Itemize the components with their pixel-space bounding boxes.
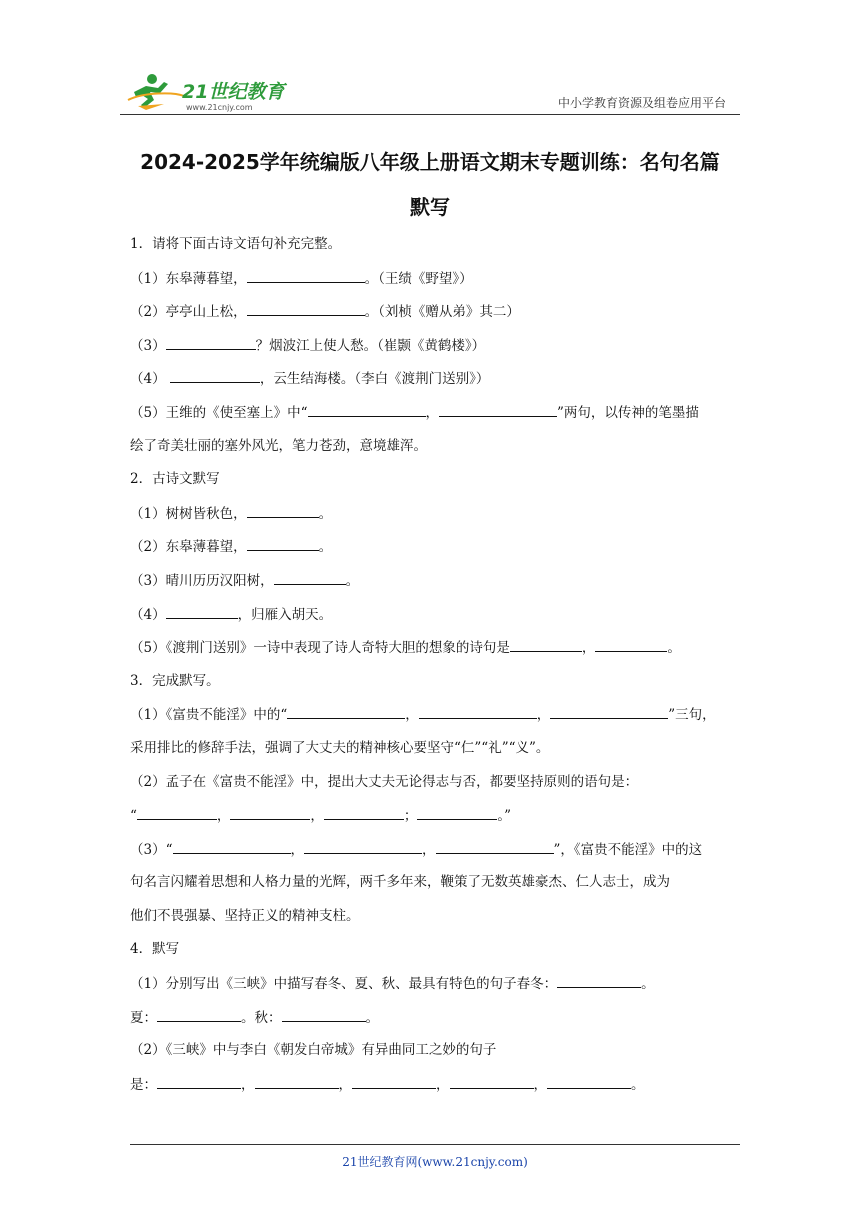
question-3-item-3-continued: 句名言闪耀着思想和人格力量的光辉，两千多年来，鞭策了无数英雄豪杰、仁人志士，成为 xyxy=(130,874,670,891)
item-text: 。 xyxy=(345,572,360,589)
item-text: （5）王维的《使至塞上》中“ xyxy=(130,404,308,421)
item-text: （2）亭亭山上松， xyxy=(130,304,247,321)
item-text: ， xyxy=(536,707,551,724)
answer-blank[interactable] xyxy=(230,805,310,820)
question-3-item-2: （2）孟子在《富贵不能淫》中，提出大丈夫无论得志与否，都要坚持原则的语句是： xyxy=(130,773,639,790)
item-text: （4） xyxy=(130,606,166,623)
answer-blank[interactable] xyxy=(170,368,260,383)
question-4-item-1 xyxy=(130,973,730,1007)
item-text: （1）分别写出《三峡》中描写春冬、夏、秋、最具有特色的句子春冬： xyxy=(130,976,558,993)
question-list xyxy=(130,234,730,1107)
question-4-item-1-continued xyxy=(130,1007,730,1041)
answer-blank[interactable] xyxy=(324,805,404,820)
logo-url: www.21cnjy.com xyxy=(186,103,253,112)
item-text: （4） xyxy=(130,371,166,388)
question-4-heading: 4．默写 xyxy=(130,941,180,958)
answer-blank[interactable] xyxy=(166,335,256,350)
question-1-item-1 xyxy=(130,268,730,302)
item-text: 。 xyxy=(318,505,333,522)
question-1-item-5-continued: 绘了奇美壮丽的塞外风光，笔力苍劲，意境雄浑。 xyxy=(130,437,427,454)
item-text: 。” xyxy=(497,808,512,825)
answer-blank[interactable] xyxy=(173,839,291,854)
question-3-item-2-blanks xyxy=(130,805,730,839)
item-text: 夏： xyxy=(130,1009,157,1026)
item-text: ”三句， xyxy=(668,707,716,724)
question-2-item-3 xyxy=(130,570,730,604)
question-4-item-2: （2）《三峡》中与李白《朝发白帝城》有异曲同工之妙的句子 xyxy=(130,1042,497,1059)
page-footer xyxy=(130,1144,740,1170)
answer-blank[interactable] xyxy=(510,637,582,652)
answer-blank[interactable] xyxy=(157,1007,241,1022)
item-text: “ xyxy=(130,808,137,825)
item-text: ； xyxy=(403,808,418,825)
item-text: （5）《渡荆门送别》一诗中表现了诗人奇特大胆的想象的诗句是 xyxy=(130,640,510,657)
answer-blank[interactable] xyxy=(137,805,217,820)
item-text: ，归雁入胡天。 xyxy=(237,606,333,623)
item-text: （3）“ xyxy=(130,841,173,858)
question-2-heading: 2．古诗文默写 xyxy=(130,471,220,488)
item-text: ， xyxy=(425,404,439,421)
item-text: ， xyxy=(290,841,304,858)
item-text: （2）东皋薄暮望， xyxy=(130,539,247,556)
answer-blank[interactable] xyxy=(550,704,668,719)
question-2-item-2 xyxy=(130,536,730,570)
logo xyxy=(124,70,294,114)
question-3-item-1 xyxy=(130,704,730,738)
question-1-item-3 xyxy=(130,335,730,369)
question-1-item-5 xyxy=(130,402,730,436)
answer-blank[interactable] xyxy=(352,1074,436,1089)
item-text: （1）东皋薄暮望， xyxy=(130,270,247,287)
item-text: ， xyxy=(581,640,596,657)
header-platform-text: 中小学教育资源及组卷应用平台 xyxy=(557,96,726,110)
item-text: ， xyxy=(310,808,324,825)
answer-blank[interactable] xyxy=(304,839,422,854)
answer-blank[interactable] xyxy=(595,637,667,652)
header-divider xyxy=(120,114,740,115)
footer-link[interactable]: 21世纪教育网(www.21cnjy.com) xyxy=(342,1155,528,1169)
document-title-line-2: 默写 xyxy=(410,195,450,219)
answer-blank[interactable] xyxy=(247,268,365,283)
item-text: （1）树树皆秋色， xyxy=(130,505,247,522)
item-text: ， xyxy=(436,1076,450,1093)
question-1-item-2 xyxy=(130,301,730,335)
answer-blank[interactable] xyxy=(439,402,557,417)
question-2-item-5 xyxy=(130,637,730,671)
question-3-item-3-continued-2: 他们不畏强暴、坚持正义的精神支柱。 xyxy=(130,907,360,924)
item-text: ， xyxy=(241,1076,255,1093)
answer-blank[interactable] xyxy=(255,1074,339,1089)
footer-divider xyxy=(130,1144,740,1145)
item-text: 。 xyxy=(631,1076,645,1093)
question-3-item-1-continued: 采用排比的修辞手法，强调了大丈夫的精神核心要坚守“仁”“礼”“义”。 xyxy=(130,739,550,756)
answer-blank[interactable] xyxy=(417,805,497,820)
question-2-item-4 xyxy=(130,604,730,638)
item-text: 。 xyxy=(667,640,681,657)
item-text: 。 xyxy=(641,976,655,993)
item-text: 。 xyxy=(365,1009,379,1026)
question-1-item-4 xyxy=(130,368,730,402)
item-text: ， xyxy=(533,1076,547,1093)
item-text: ”，《富贵不能淫》中的这 xyxy=(553,841,703,858)
item-text: ， xyxy=(422,841,436,858)
answer-blank[interactable] xyxy=(247,301,365,316)
document-title-line-1: 2024-2025学年统编版八年级上册语文期末专题训练：名句名篇 xyxy=(140,150,720,174)
running-figure-icon xyxy=(128,74,184,110)
answer-blank[interactable] xyxy=(450,1074,534,1089)
item-text: 。（王绩《野望》） xyxy=(364,270,473,287)
item-text: ，云生结海楼。（李白《渡荆门送别》） xyxy=(259,371,490,388)
item-text: ？烟波江上使人愁。（崔颢《黄鹤楼》） xyxy=(255,337,486,354)
item-text: ”两句，以传神的笔墨描 xyxy=(557,404,699,421)
question-3-item-3 xyxy=(130,839,730,873)
answer-blank[interactable] xyxy=(287,704,405,719)
item-text: ， xyxy=(338,1076,352,1093)
answer-blank[interactable] xyxy=(274,570,346,585)
item-text: （3）晴川历历汉阳树， xyxy=(130,572,274,589)
answer-blank[interactable] xyxy=(436,839,554,854)
question-1-heading: 1．请将下面古诗文语句补充完整。 xyxy=(130,236,342,252)
question-3-heading: 3．完成默写。 xyxy=(130,672,220,689)
item-text: 。 xyxy=(318,539,333,556)
answer-blank[interactable] xyxy=(282,1007,366,1022)
answer-blank[interactable] xyxy=(157,1074,241,1089)
question-2-item-1 xyxy=(130,503,730,537)
item-text: ， xyxy=(216,808,231,825)
logo-text: 21世纪教育 xyxy=(182,81,285,103)
answer-blank[interactable] xyxy=(308,402,426,417)
answer-blank[interactable] xyxy=(547,1074,631,1089)
answer-blank[interactable] xyxy=(557,973,641,988)
item-text: 是： xyxy=(130,1076,157,1093)
answer-blank[interactable] xyxy=(247,536,319,551)
item-text: 。（刘桢《赠从弟》其二） xyxy=(364,304,520,321)
answer-blank[interactable] xyxy=(166,604,238,619)
item-text: ， xyxy=(405,707,419,724)
answer-blank[interactable] xyxy=(247,503,319,518)
item-text: （1）《富贵不能淫》中的“ xyxy=(130,707,288,724)
item-text: （3） xyxy=(130,337,166,354)
answer-blank[interactable] xyxy=(419,704,537,719)
page-header xyxy=(120,66,740,118)
item-text: 。秋： xyxy=(241,1009,282,1026)
question-4-item-2-blanks xyxy=(130,1074,730,1108)
